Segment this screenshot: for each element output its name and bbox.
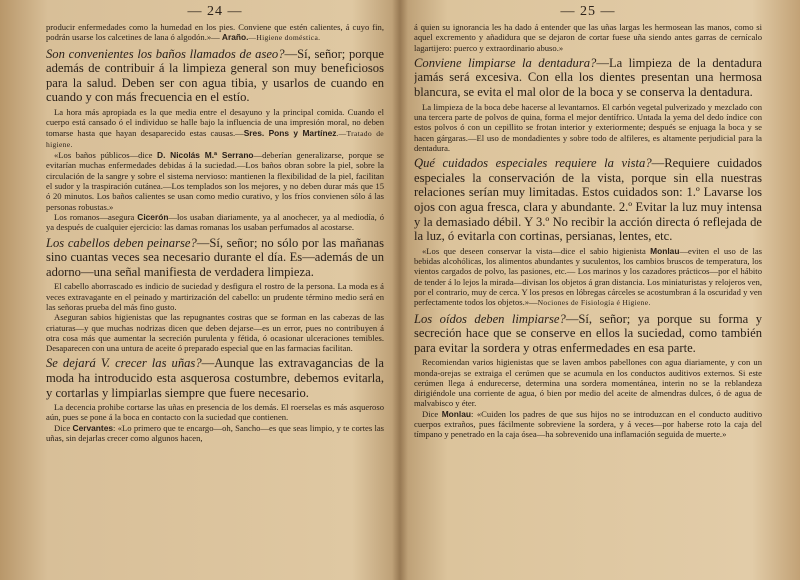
paragraph: Los romanos—asegura Cicerón—los usaban diariamente, ya al anochecer, ya al mediodía, ó ya después de cualquier ejercicio: las damas romanas los usaban perfumados al acostarse.	[46, 211, 384, 233]
paragraph: «Los baños públicos—dice D. Nicolás M.ª Serrano—deberían generalizarse, porque se evitarían muchas enfermedades debidas á la suciedad.—Los baños obran sobre la piel, sobre la circulación de la sangre y sobre el sistema nervioso: mantienen la flexibilidad de la piel, facilitan el sudor y la traspiración cutánea.—Los templados son los mejores, y no deben durar más que 15 ó 20 minutos. Los baños calientes se usan como medio curativo, y los fríos convienen sólo á las personas robustas.»	[46, 150, 384, 212]
author-name: Cervantes	[72, 422, 114, 433]
question: Qué cuidados especiales requiere la vista?	[414, 156, 652, 171]
author-name: Monlau	[650, 245, 680, 256]
page-number-left: — 24 —	[187, 4, 243, 19]
answer: —Sí, señor; porque además de contribuir á la limpieza general son muy beneficiosos para la salud. Deben ser con agua tibia, y usarlos de cuando en cuando y con más frecuencia en el estío.	[46, 46, 384, 105]
question-paragraph	[46, 356, 384, 400]
question: Conviene limpiarse la dentadura?	[414, 55, 597, 70]
author-name: Araño.	[221, 32, 249, 43]
paragraph: La decencia prohibe cortarse las uñas en presencia de los demás. El roerselas es más asqueroso aún, pues se pone á la boca en contacto con la suciedad que contienen.	[46, 402, 384, 423]
paragraph: á quien su ignorancia les ha dado á entender que las uñas largas les hermosean las manos, como si aquel excremento y añadidura que se dejaron de cortar fuese uña siendo antes garras de cernícalo lagartijero: puerco y extraordinario abuso.»	[414, 22, 762, 53]
question: Se dejará V. crecer las uñas?	[46, 356, 202, 371]
question-paragraph	[414, 156, 762, 244]
paragraph: Recomiendan varios higienistas que se laven ambos pabellones con agua diariamente, y con un monda-orejas se extraiga el cerúmen que se acumula en los conductos auditivos externos. Si este cerúmen llega á endurecerse, determina una sordera momentánea, interin no se la reblandeza dirigiéndole una corriente de agua, ó bien por medio del aceite de almendras dulces, ó de agua de malvabisco y éter.	[414, 357, 762, 409]
author-name: Monlau	[441, 408, 471, 419]
left-page	[46, 4, 384, 576]
question: Los cabellos deben peinarse?	[46, 235, 197, 250]
paragraph: El cabello aborrascado es indicio de suciedad y desfigura el rostro de la persona. La moda es á veces extravagante en el peinado y martirización del cabello: un prudente término medio será en las señoras prueba del más fino gusto.	[46, 281, 384, 312]
question-paragraph	[46, 236, 384, 280]
page-number-right: — 25 —	[560, 4, 616, 19]
answer: —Sí, señor; no sólo por las mañanas sino cuantas veces sea necesario durante el día. Es—además de un adorno—una señal manifiesta de verdadera limpieza.	[46, 235, 384, 279]
answer: —Sí, señor; ya porque su forma y secreción hace que se conserve en ellos la suciedad, como también para evitar la sordera y otras enfermedades en esa parte.	[414, 311, 762, 355]
answer: —La limpieza de la dentadura jamás será excesiva. Con ella los dientes presentan una hermosa blancura, se evita el mal olor de la boca y se conserva la dentadura.	[414, 55, 762, 100]
paragraph: Aseguran sabios higienistas que las repugnantes costras que se forman en las cabezas de las criaturas—y que muchas nodrizas dicen que deben dejarse—es un error, pues no contribuyen á otra cosa más que aumentar la secreción purulenta y fétida, ó ocasionar ulceraciones temibles. Desaparecen con una untura de aceite ó preparado especial que en las farmacias facilitan.	[46, 312, 384, 354]
right-page	[414, 4, 762, 576]
author-name: Cicerón	[137, 211, 169, 222]
book-gutter	[392, 0, 408, 580]
question: Son convenientes los baños llamados de aseo?	[46, 46, 285, 61]
paragraph: Dice Monlau: «Cuiden los padres de que sus hijos no se introduzcan en el conducto auditivo cuerpos extraños, pues fácilmente sobreviene la sordera, y á veces—por haberse roto la caja del tímpano y penetrado en la caja ósea—ha sobrevenido una inflamación seguida de muerte.»	[414, 408, 762, 440]
paragraph: producir enfermedades como la humedad en los pies. Conviene que estén calientes, á cuyo fin, podrán usarse los calcetines de lana ó algodón.»— Araño.—Higiene doméstica.	[46, 22, 384, 43]
paragraph: La limpieza de la boca debe hacerse al levantarnos. El carbón vegetal pulverizado y mezclado con una tercera parte de polvos de quina, forma el mejor dentífrico. Untada la yema del dedo índice con estos polvos ó con un cepillito se frotan interior y exteriormente; después se enjuaga la boca y se hacen gárgaras.—El uso de mondadientes y sobre todo de alfileres, es altamente perjudicial para la dentadura.	[414, 101, 762, 153]
question: Los oídos deben limpiarse?	[414, 311, 566, 326]
paragraph: La hora más apropiada es la que media entre el desayuno y la principal comida. Cuando el cuerpo está cansado ó el individuo se halle bajo la influencia de una impresión moral, no deben tomarse hasta que hayan desaparecido estas causas.—Sres. Pons y Martínez.—Tratado de higiene.	[46, 106, 384, 149]
question-paragraph	[414, 56, 762, 100]
author-name: Sres. Pons y Martínez	[243, 127, 337, 138]
author-name: D. Nicolás M.ª Serrano	[157, 150, 254, 161]
answer: —Requiere cuidados especiales la conservación de la vista, porque sin ella nuestras relaciones serían muy limitadas. Estos cuidados son: 1.º Lavarse los ojos con agua fresca, clara y abundante. 2.º Evitar la luz muy intensa y la demasiado débil. Y 3.º No recibir la acción directa ó reflejada de la luz, ó evitarla con cortinas, persianas, lentes, etc.	[414, 156, 762, 244]
answer: —Aunque las extravagancias de la moda ha introducido esta asquerosa costumbre, debemos evitarla, y cortarlas y limpiarlas siempre que fuere necesario.	[46, 356, 384, 400]
paragraph: Dice Cervantes: «Lo primero que te encargo—oh, Sancho—es que seas limpio, y te cortes las uñas, sin dejarlas crecer como algunos hacen,	[46, 422, 384, 444]
paragraph: «Los que deseen conservar la vista—dice el sabio higienista Monlau—eviten el uso de las bebidas alcohólicas, los alimentos abundantes y suculentos, los cambios bruscos de temperatura, los vientos cargados de polvo, las pasiones, etc.— Los marinos y los cazadores prácticos—por el hábito de tender á lo lejos la mirada—divisan los objetos á gran distancia. Los miniaturistas y relojeros ven, por el contrario, muy de cerca. Y los presos en lóbregas cárceles se acostumbran á la oscuridad y ven perfectamente todos los objetos.»—Nociones de Fisiología é Higiene.	[414, 245, 762, 308]
question-paragraph	[46, 47, 384, 105]
question-paragraph	[414, 312, 762, 356]
